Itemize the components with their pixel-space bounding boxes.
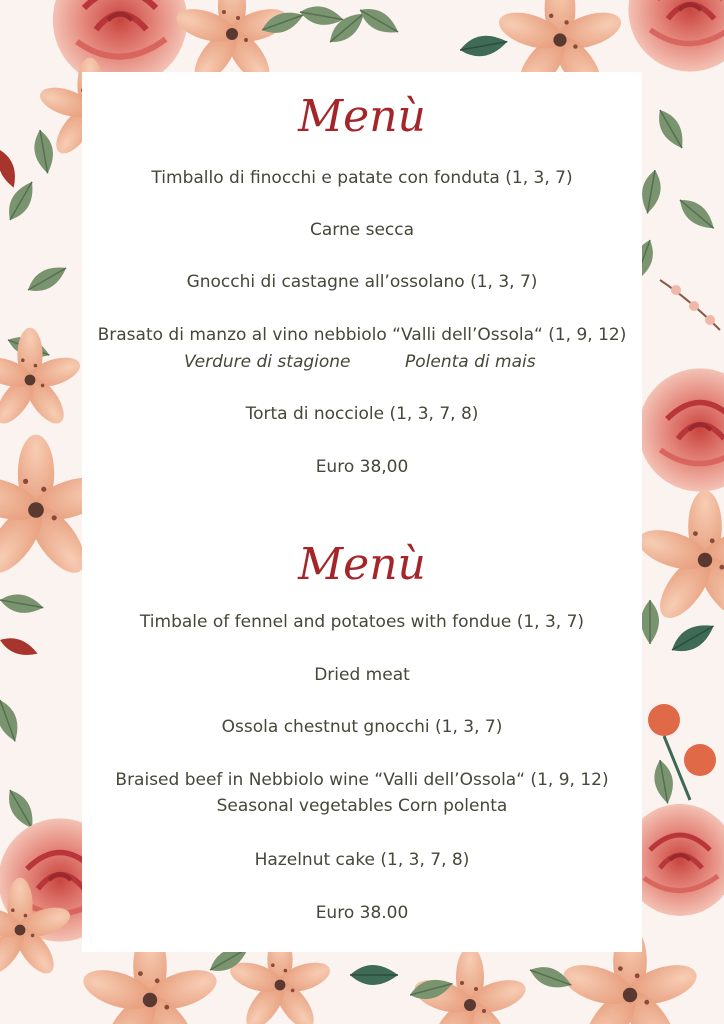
menu-item-timballo: Timballo di finocchi e patate con fonduta (1, 3, 7)	[151, 168, 573, 188]
menu-item-hazelnut-cake: Hazelnut cake (1, 3, 7, 8)	[254, 850, 470, 870]
menu-item-chestnut-gnocchi: Ossola chestnut gnocchi (1, 3, 7)	[221, 717, 503, 737]
menu-title-italian: Menù	[298, 91, 426, 142]
menu-item-brasato: Brasato di manzo al vino nebbiolo “Valli dell’Ossola“ (1, 9, 12)	[97, 325, 627, 345]
menu-item-dried-meat: Dried meat	[314, 665, 410, 685]
menu-price-italian: Euro 38,00	[315, 457, 409, 477]
rose-icon	[638, 368, 724, 491]
menu-item-torta: Torta di nocciole (1, 3, 7, 8)	[245, 404, 479, 424]
menu-title-english: Menù	[298, 539, 426, 590]
menu-card	[82, 72, 642, 952]
menu-price-english: Euro 38.00	[315, 903, 409, 923]
side-polenta: Polenta di mais	[405, 352, 536, 372]
side-verdure: Verdure di stagione	[184, 352, 351, 372]
menu-item-gnocchi: Gnocchi di castagne all’ossolano (1, 3, 7)	[186, 272, 538, 292]
rose-icon	[628, 0, 724, 72]
menu-item-carne-secca: Carne secca	[309, 220, 415, 240]
menu-sides-english: Seasonal vegetables Corn polenta	[216, 796, 508, 816]
menu-sides-italian	[82, 351, 642, 373]
menu-item-timbale: Timbale of fennel and potatoes with fondue (1, 3, 7)	[139, 612, 585, 632]
berry-branch-icon	[660, 280, 720, 330]
menu-item-braised-beef: Braised beef in Nebbiolo wine “Valli dell’Ossola“ (1, 9, 12)	[115, 770, 609, 790]
